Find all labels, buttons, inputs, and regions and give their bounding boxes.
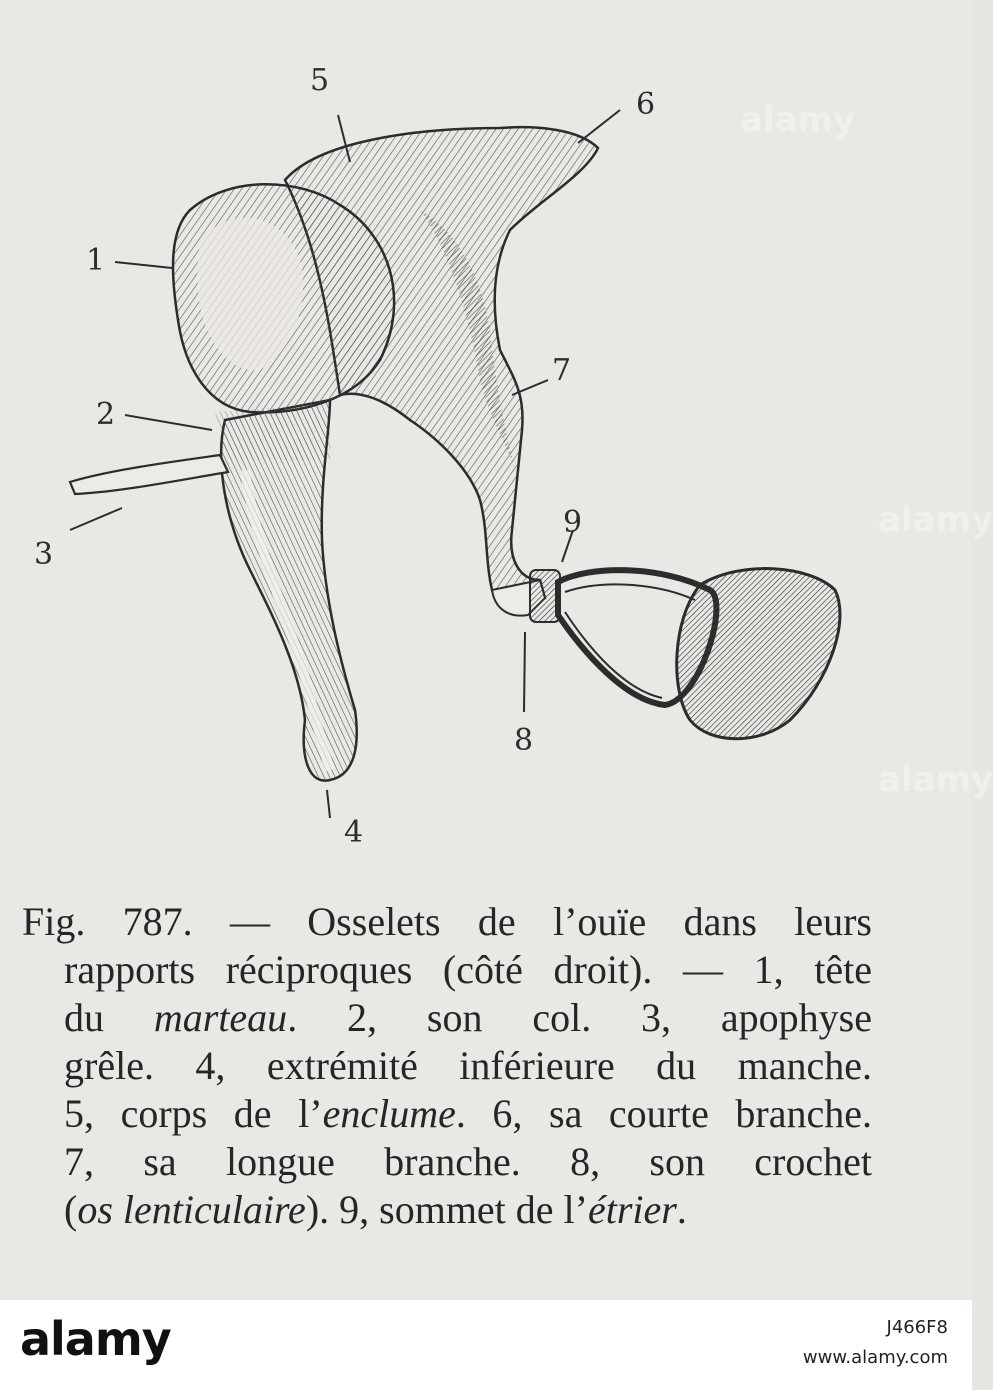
watermark: alamy — [740, 100, 856, 140]
label-1: 1 — [86, 243, 106, 278]
malleus-neck — [215, 405, 331, 460]
site-url: www.alamy.com — [802, 1347, 948, 1368]
stapes-crus-lower — [565, 612, 662, 698]
stapes-footplate — [677, 569, 840, 739]
alamy-logo: alamy — [20, 1312, 171, 1366]
watermark: alamy — [878, 760, 993, 800]
label-5: 5 — [310, 63, 330, 98]
caption-line-7: (os lenticulaire). 9, sommet de l’étrier. — [64, 1187, 687, 1232]
caption-line-4: grêle. 4, extrémité inférieure du manche. — [64, 1043, 872, 1088]
caption-line-2: rapports réciproques (côté droit). — 1, tête — [64, 947, 872, 992]
figure-caption — [22, 898, 872, 1234]
caption-line-5: 5, corps de l’enclume. 6, sa courte branche. — [64, 1091, 873, 1136]
label-7: 7 — [552, 353, 572, 388]
label-4: 4 — [344, 815, 364, 850]
caption-line-6: 7, sa longue branche. 8, son crochet — [64, 1139, 872, 1184]
label-3: 3 — [34, 537, 54, 572]
label-2: 2 — [96, 397, 116, 432]
caption-line-1: Fig. 787. — Osselets de l’ouïe dans leurs — [22, 899, 872, 944]
stapes-crus-inner — [565, 584, 695, 600]
label-9: 9 — [563, 505, 583, 540]
caption-line-3: du marteau. 2, son col. 3, apophyse — [64, 995, 872, 1040]
watermark: alamy — [878, 500, 993, 540]
image-id: J466F8 — [886, 1317, 948, 1338]
slender-process — [70, 455, 228, 494]
label-6: 6 — [636, 87, 656, 122]
label-8: 8 — [514, 723, 534, 758]
